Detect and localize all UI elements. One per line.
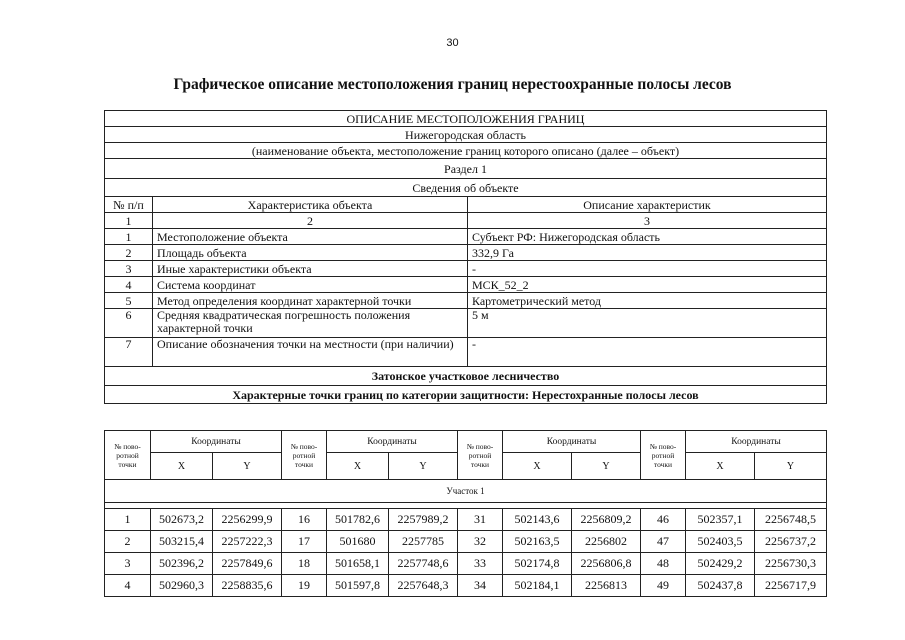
desc-col-no: № п/п xyxy=(105,197,153,213)
desc-column-numbers xyxy=(105,213,827,229)
table-row xyxy=(105,338,827,367)
row-description: 5 м xyxy=(468,309,827,338)
page-number: 30 xyxy=(446,37,459,49)
point-y: 2256737,2 xyxy=(755,531,827,553)
point-number: 4 xyxy=(105,575,151,597)
table-row xyxy=(105,293,827,309)
desc-column-headers xyxy=(105,197,827,213)
desc-header: ОПИСАНИЕ МЕСТОПОЛОЖЕНИЯ ГРАНИЦ xyxy=(105,111,827,127)
coordinates-table xyxy=(104,430,827,597)
point-x: 501782,6 xyxy=(327,509,389,531)
col-coords: Координаты xyxy=(327,431,458,453)
point-number: 47 xyxy=(641,531,686,553)
col-y: Y xyxy=(755,453,827,480)
row-description: - xyxy=(468,338,827,367)
row-number: 2 xyxy=(105,245,153,261)
point-number: 31 xyxy=(458,509,503,531)
col-x: X xyxy=(151,453,213,480)
row-number: 1 xyxy=(105,229,153,245)
col-x: X xyxy=(503,453,572,480)
point-x: 502960,3 xyxy=(151,575,213,597)
point-x: 501658,1 xyxy=(327,553,389,575)
col-y: Y xyxy=(389,453,458,480)
point-x: 502403,5 xyxy=(686,531,755,553)
row-number: 7 xyxy=(105,338,153,367)
table-row xyxy=(105,309,827,338)
desc-num-2: 2 xyxy=(153,213,468,229)
point-number: 49 xyxy=(641,575,686,597)
row-characteristic: Площадь объекта xyxy=(153,245,468,261)
desc-num-3: 3 xyxy=(468,213,827,229)
row-number: 5 xyxy=(105,293,153,309)
table-row xyxy=(105,245,827,261)
col-point-no: № пово-ротной точки xyxy=(641,431,686,480)
row-number: 6 xyxy=(105,309,153,338)
row-description: 332,9 Га xyxy=(468,245,827,261)
col-y: Y xyxy=(572,453,641,480)
point-y: 2257748,6 xyxy=(389,553,458,575)
table-row xyxy=(105,531,827,553)
table-row xyxy=(105,575,827,597)
page-title: Графическое описание местоположения границ нерестоохранные полосы лесов xyxy=(173,76,732,93)
col-coords: Координаты xyxy=(503,431,641,453)
point-y: 2256806,8 xyxy=(572,553,641,575)
desc-col-desc: Описание характеристик xyxy=(468,197,827,213)
col-y: Y xyxy=(213,453,282,480)
point-x: 502396,2 xyxy=(151,553,213,575)
object-description-table xyxy=(104,110,827,404)
point-x: 502673,2 xyxy=(151,509,213,531)
desc-num-1: 1 xyxy=(105,213,153,229)
plot-section-label: Участок 1 xyxy=(105,480,827,503)
table-row xyxy=(105,509,827,531)
point-x: 502429,2 xyxy=(686,553,755,575)
row-characteristic: Местоположение объекта xyxy=(153,229,468,245)
point-y: 2256730,3 xyxy=(755,553,827,575)
row-number: 3 xyxy=(105,261,153,277)
forestry-name: Затонское участковое лесничество xyxy=(105,367,827,386)
row-description: Субъект РФ: Нижегородская область xyxy=(468,229,827,245)
point-y: 2257989,2 xyxy=(389,509,458,531)
point-number: 34 xyxy=(458,575,503,597)
desc-info: Сведения об объекте xyxy=(105,179,827,197)
point-number: 16 xyxy=(282,509,327,531)
point-y: 2257849,6 xyxy=(213,553,282,575)
row-description: - xyxy=(468,261,827,277)
point-number: 3 xyxy=(105,553,151,575)
row-characteristic: Метод определения координат характерной точки xyxy=(153,293,468,309)
point-y: 2256809,2 xyxy=(572,509,641,531)
point-number: 32 xyxy=(458,531,503,553)
point-number: 18 xyxy=(282,553,327,575)
point-y: 2257222,3 xyxy=(213,531,282,553)
point-number: 1 xyxy=(105,509,151,531)
point-y: 2256802 xyxy=(572,531,641,553)
point-x: 502357,1 xyxy=(686,509,755,531)
desc-section: Раздел 1 xyxy=(105,159,827,179)
col-coords: Координаты xyxy=(686,431,827,453)
row-characteristic: Описание обозначения точки на местности (при наличии) xyxy=(153,338,468,367)
points-category-title: Характерные точки границ по категории защитности: Нерестохранные полосы лесов xyxy=(105,386,827,404)
point-number: 46 xyxy=(641,509,686,531)
point-y: 2256748,5 xyxy=(755,509,827,531)
point-y: 2257785 xyxy=(389,531,458,553)
col-x: X xyxy=(327,453,389,480)
col-point-no: № пово-ротной точки xyxy=(282,431,327,480)
point-y: 2256813 xyxy=(572,575,641,597)
point-number: 48 xyxy=(641,553,686,575)
table-row xyxy=(105,261,827,277)
point-x: 502437,8 xyxy=(686,575,755,597)
table-row xyxy=(105,277,827,293)
point-y: 2256717,9 xyxy=(755,575,827,597)
point-number: 2 xyxy=(105,531,151,553)
row-description: МСК_52_2 xyxy=(468,277,827,293)
point-x: 503215,4 xyxy=(151,531,213,553)
table-row xyxy=(105,229,827,245)
row-characteristic: Иные характеристики объекта xyxy=(153,261,468,277)
point-x: 501597,8 xyxy=(327,575,389,597)
row-characteristic: Система координат xyxy=(153,277,468,293)
desc-note: (наименование объекта, местоположение границ которого описано (далее – объект) xyxy=(105,143,827,159)
col-point-no: № пово-ротной точки xyxy=(105,431,151,480)
col-x: X xyxy=(686,453,755,480)
point-y: 2257648,3 xyxy=(389,575,458,597)
point-y: 2256299,9 xyxy=(213,509,282,531)
row-description: Картометрический метод xyxy=(468,293,827,309)
point-y: 2258835,6 xyxy=(213,575,282,597)
point-x: 502163,5 xyxy=(503,531,572,553)
desc-region: Нижегородская область xyxy=(105,127,827,143)
col-point-no: № пово-ротной точки xyxy=(458,431,503,480)
point-number: 33 xyxy=(458,553,503,575)
col-coords: Координаты xyxy=(151,431,282,453)
point-x: 502184,1 xyxy=(503,575,572,597)
point-x: 501680 xyxy=(327,531,389,553)
point-number: 17 xyxy=(282,531,327,553)
point-number: 19 xyxy=(282,575,327,597)
point-x: 502143,6 xyxy=(503,509,572,531)
coords-header-row xyxy=(105,431,827,453)
point-x: 502174,8 xyxy=(503,553,572,575)
row-number: 4 xyxy=(105,277,153,293)
row-characteristic: Средняя квадратическая погрешность положения характерной точки xyxy=(153,309,468,338)
table-row xyxy=(105,553,827,575)
desc-col-char: Характеристика объекта xyxy=(153,197,468,213)
